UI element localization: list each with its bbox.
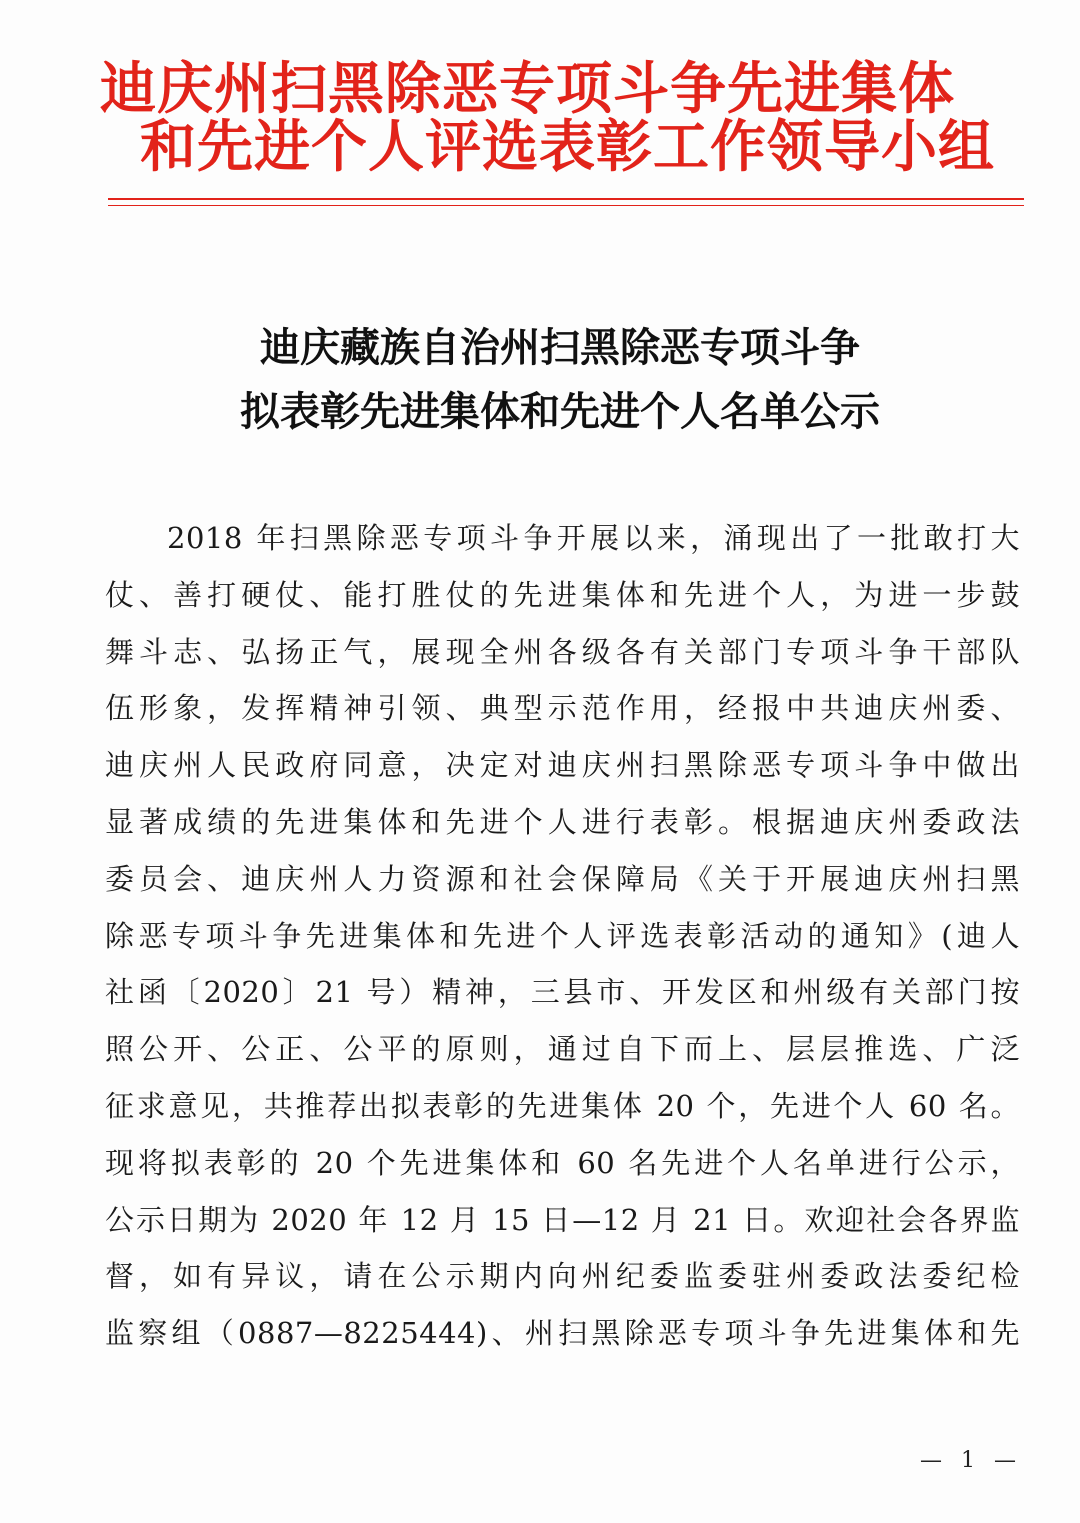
body-line: 伍形象，发挥精神引领、典型示范作用，经报中共迪庆州委、 [105,691,1020,726]
body-line: 照公开、公正、公平的原则，通过自下而上、层层推选、广泛 [105,1032,1020,1067]
letterhead [60,58,1020,180]
body-line: 迪庆州人民政府同意，决定对迪庆州扫黑除恶专项斗争中做出 [105,748,1020,783]
letterhead-line-2: 和先进个人评选表彰工作领导小组 [140,115,995,180]
title-line-1: 迪庆藏族自治州扫黑除恶专项斗争 [260,325,860,371]
letterhead-divider-thin [108,205,1024,206]
body-line: 除恶专项斗争先进集体和先进个人评选表彰活动的通知》(迪人 [105,918,1020,953]
body-line: 监察组（0887—8225444)、州扫黑除恶专项斗争先进集体和先 [105,1316,1020,1351]
body-line: 舞斗志、弘扬正气，展现全州各级各有关部门专项斗争干部队 [105,634,1020,669]
body-line: 社函〔2020〕21 号）精神，三县市、开发区和州级有关部门按 [105,975,1020,1010]
letterhead-line-1: 迪庆州扫黑除恶专项斗争先进集体 [100,57,955,122]
title-line-2: 拟表彰先进集体和先进个人名单公示 [240,389,880,435]
body-line: 现将拟表彰的 20 个先进集体和 60 名先进个人名单进行公示， [105,1145,1020,1180]
body-line: 征求意见，共推荐出拟表彰的先进集体 20 个，先进个人 60 名。 [105,1088,1020,1123]
page-number: — 1 — [920,1448,1022,1473]
body-line: 仗、善打硬仗、能打胜仗的先进集体和先进个人，为进一步鼓 [105,577,1020,612]
body-line: 显著成绩的先进集体和先进个人进行表彰。根据迪庆州委政法 [105,804,1020,839]
body-text [105,510,1020,1362]
body-line: 公示日期为 2020 年 12 月 15 日—12 月 21 日。欢迎社会各界监 [105,1202,1020,1237]
body-line: 督，如有异议，请在公示期内向州纪委监委驻州委政法委纪检 [105,1259,1020,1294]
document-title [0,316,1080,444]
letterhead-divider [108,198,1024,200]
body-line: 2018 年扫黑除恶专项斗争开展以来，涌现出了一批敢打大 [167,521,1020,555]
body-line: 委员会、迪庆州人力资源和社会保障局《关于开展迪庆州扫黑 [105,861,1020,896]
